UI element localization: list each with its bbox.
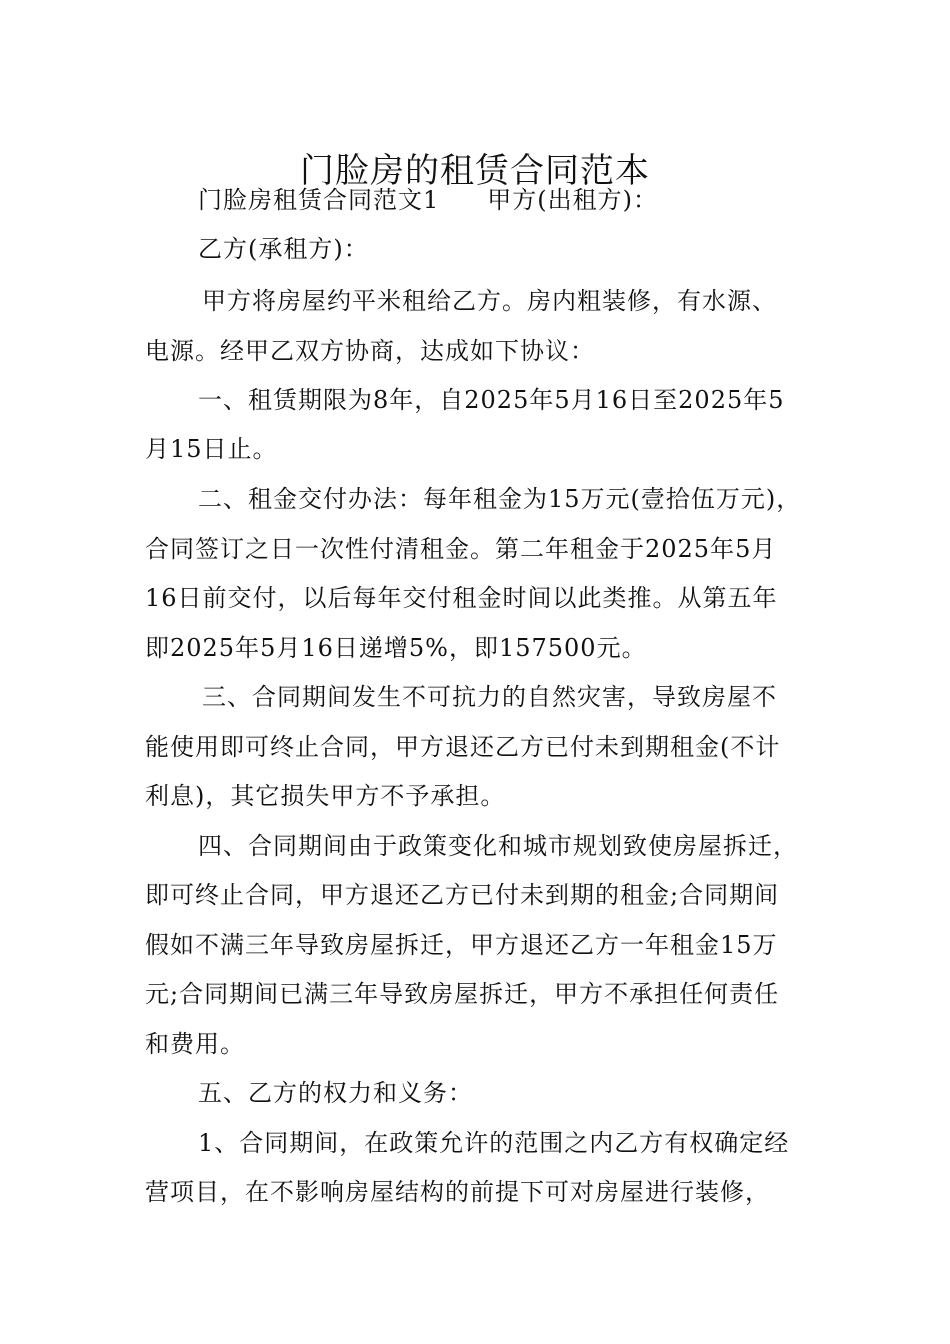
paragraph-line: 1、合同期间，在政策允许的范围之内乙方有权确定经	[198, 1129, 790, 1157]
paragraph-line: 月15日止。	[145, 435, 278, 463]
paragraph-line: 利息)，其它损失甲方不予承担。	[145, 782, 506, 810]
paragraph-line: 一、租赁期限为8年，自2025年5月16日至2025年5	[198, 386, 785, 414]
paragraph-line: 二、租金交付办法：每年租金为15万元(壹拾伍万元)，	[198, 485, 802, 513]
paragraph-line: 甲方将房屋约平米租给乙方。房内粗装修，有水源、	[202, 287, 777, 315]
document-title: 门脸房的租赁合同范本	[300, 150, 650, 191]
paragraph-line: 即2025年5月16日递增5%，即157500元。	[145, 634, 647, 662]
paragraph-line: 和费用。	[145, 1030, 245, 1058]
paragraph-line: 假如不满三年导致房屋拆迁，甲方退还乙方一年租金15万	[145, 931, 778, 959]
paragraph-line: 即可终止合同，甲方退还乙方已付未到期的租金;合同期间	[145, 881, 780, 909]
paragraph-line: 三、合同期间发生不可抗力的自然灾害，导致房屋不	[202, 683, 777, 711]
paragraph-line: 合同签订之日一次性付清租金。第二年租金于2025年5月	[145, 535, 777, 563]
paragraph-line: 能使用即可终止合同，甲方退还乙方已付未到期租金(不计	[145, 733, 781, 761]
header-line	[198, 183, 658, 217]
party-a-label: 甲方(出租方)：	[487, 186, 659, 214]
paragraph-line: 四、合同期间由于政策变化和城市规划致使房屋拆迁，	[198, 832, 798, 860]
paragraph-line: 16日前交付，以后每年交付租金时间以此类推。从第五年	[145, 584, 778, 612]
paragraph-line: 元;合同期间已满三年导致房屋拆迁，甲方不承担任何责任	[145, 980, 780, 1008]
party-b-label: 乙方(承租方)：	[198, 235, 369, 263]
doc-label: 门脸房租赁合同范文1	[198, 186, 440, 214]
paragraph-line: 电源。经甲乙双方协商，达成如下协议：	[145, 337, 595, 365]
paragraph-line: 营项目，在不影响房屋结构的前提下可对房屋进行装修，	[145, 1178, 770, 1206]
section-heading: 五、乙方的权力和义务：	[198, 1079, 473, 1107]
